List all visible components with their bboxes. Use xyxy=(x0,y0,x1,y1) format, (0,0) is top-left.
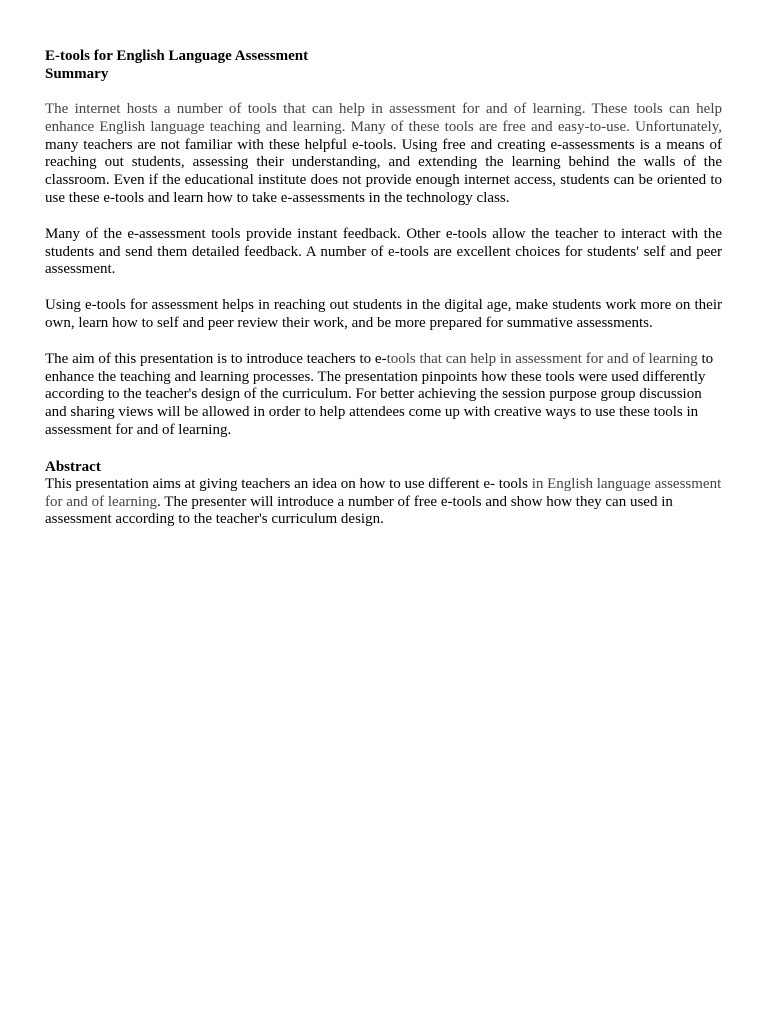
abstract-heading: Abstract xyxy=(45,458,101,475)
abstract-paragraph-grey: in English language assessment for and of learning xyxy=(45,475,722,510)
summary-paragraph-4 xyxy=(45,351,722,440)
summary-heading: Summary xyxy=(45,66,109,82)
summary-paragraph-1-rest: many teachers are not familiar with these helpful e-tools. Using free and creating e-assessments is a means of reaching out students, assessing their understanding, and extending the learning behind the walls of the classroom. Even if the educational institute does not provide enough internet access, students can be oriented to use these e-tools and learn how to take e-assessments in the technology class. xyxy=(45,136,722,206)
summary-paragraph-4-start: The aim of this presentation is to introduce teachers to e- xyxy=(45,350,387,367)
abstract-paragraph-start: This presentation aims at giving teachers an idea on how to use different e- tools xyxy=(45,475,532,492)
summary-paragraph-1-grey: The internet hosts a number of tools that can help in assessment for and of learning. These tools can help enhance English language teaching and learning. Many of these tools are free and easy-to-use. Unfortunately, xyxy=(45,101,722,135)
summary-paragraph-3: Using e-tools for assessment helps in reaching out students in the digital age, make students work more on their own, learn how to self and peer review their work, and be more prepared for summative assessments. xyxy=(45,297,722,331)
summary-paragraph-2: Many of the e-assessment tools provide instant feedback. Other e-tools allow the teacher to interact with the students and send them detailed feedback. A number of e-tools are excellent choices for students' self and peer assessment. xyxy=(45,225,722,278)
summary-paragraph-4-grey: tools that can help in assessment for and of learning xyxy=(386,350,698,367)
abstract-paragraph xyxy=(45,476,722,529)
abstract-paragraph-end: . The presenter will introduce a number of free e-tools and show how they can used in assessment according to the teacher's curriculum design. xyxy=(45,493,673,528)
summary-paragraph-1 xyxy=(45,101,722,208)
document-title: E-tools for English Language Assessment xyxy=(45,48,309,64)
summary-paragraph-4-end: to enhance the teaching and learning processes. The presentation pinpoints how these tools were used differently according to the teacher's design of the curriculum. For better achieving the session purpose group discussion and sharing views will be allowed in order to help attendees come up with creative ways to use these tools in assessment for and of learning. xyxy=(45,350,714,438)
